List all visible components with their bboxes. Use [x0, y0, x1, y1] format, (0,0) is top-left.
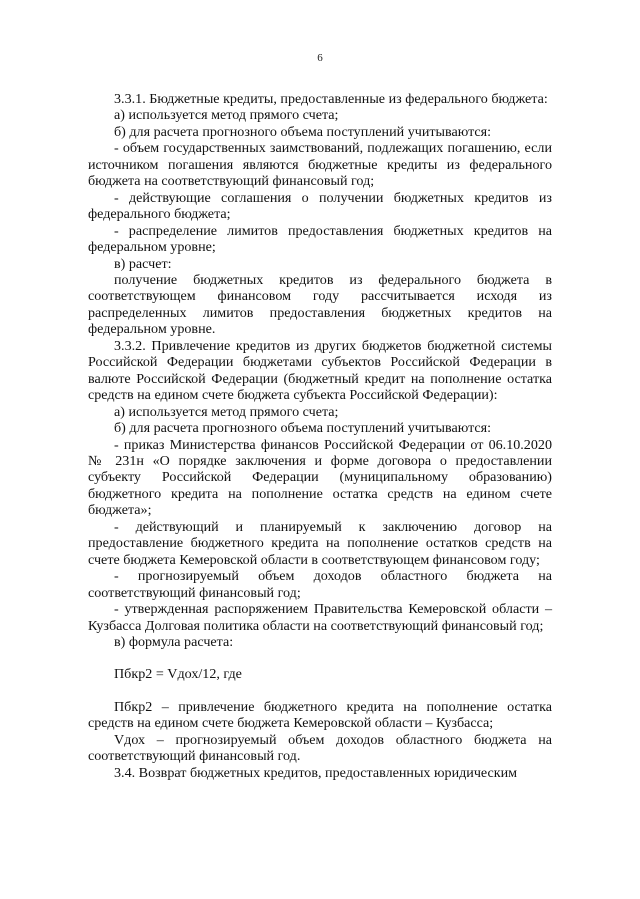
paragraph-3-4-heading: 3.4. Возврат бюджетных кредитов, предоставленных юридическим — [114, 764, 518, 781]
paragraph-item-v: в) расчет: — [114, 255, 172, 272]
paragraph-3-3-2-heading: 3.3.2. Привлечение кредитов из других бюджетов бюджетной системы Российской Федерации бюджетами субъектов Российской Федерации в валюте Российской Федерации (бюджетный кредит на пополнение остатка средств на едином счете бюджета субъекта Российской Федерации): — [88, 337, 552, 404]
document-body — [88, 91, 552, 781]
paragraph-calculation: получение бюджетных кредитов из федерального бюджета в соответствующем финансовом году рассчитывается исходя из распределенных лимитов предоставления бюджетных кредитов на федеральном уровне. — [88, 271, 552, 338]
paragraph-bullet: - распределение лимитов предоставления бюджетных кредитов на федеральном уровне; — [88, 222, 552, 256]
paragraph-bullet: - действующие соглашения о получении бюджетных кредитов из федерального бюджета; — [88, 189, 552, 223]
page-number: 6 — [317, 52, 323, 64]
paragraph-definition: Пбкр2 – привлечение бюджетного кредита на пополнение остатка средств на едином счете бюджета Кемеровской области – Кузбасса; — [88, 698, 552, 732]
paragraph-item-b: б) для расчета прогнозного объема поступлений учитываются: — [114, 123, 492, 140]
paragraph-bullet: - утвержденная распоряжением Правительства Кемеровской области – Кузбасса Долговая политика области на соответствующий финансовый год; — [88, 601, 552, 634]
paragraph-3-3-1-heading: 3.3.1. Бюджетные кредиты, предоставленные из федерального бюджета: — [114, 91, 548, 107]
paragraph-item-a: а) используется метод прямого счета; — [114, 403, 339, 420]
paragraph-bullet: - приказ Министерства финансов Российской Федерации от 06.10.2020 № 231н «О порядке заключения и форме договора о предоставлении субъекту Российской Федерации (муниципальному образованию) бюджетного кредита на пополнение остатка средств на едином счете бюджета»; — [88, 436, 552, 519]
paragraph-definition: Vдох – прогнозируемый объем доходов областного бюджета на соответствующий финансовый год. — [88, 731, 552, 765]
paragraph-bullet: - объем государственных заимствований, подлежащих погашению, если источником погашения являются бюджетные кредиты из федерального бюджета на соответствующий финансовый год; — [88, 140, 552, 190]
formula: Пбкр2 = Vдох/12, где — [114, 666, 242, 683]
paragraph-bullet: - прогнозируемый объем доходов областного бюджета на соответствующий финансовый год; — [88, 568, 552, 601]
paragraph-bullet: - действующий и планируемый к заключению договор на предоставление бюджетного кредита на пополнение остатков средств на счете бюджета Кемеровской области в соответствующем финансовом году; — [88, 518, 552, 568]
paragraph-item-a: а) используется метод прямого счета; — [114, 107, 339, 124]
paragraph-item-v: в) формула расчета: — [114, 633, 234, 650]
paragraph-item-b: б) для расчета прогнозного объема поступлений учитываются: — [114, 420, 492, 437]
